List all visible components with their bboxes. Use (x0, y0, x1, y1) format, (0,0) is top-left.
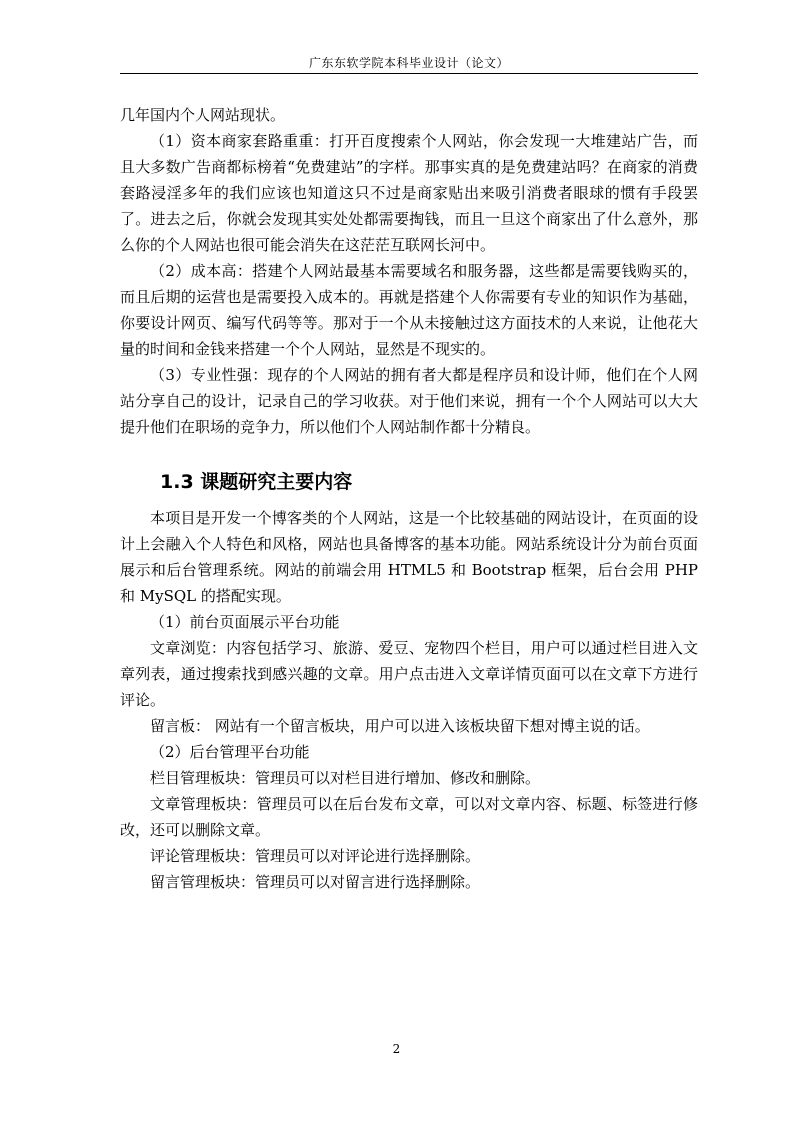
paragraph: 评论管理板块：管理员可以对评论进行选择删除。 (150, 847, 481, 865)
header-divider (120, 73, 698, 74)
paragraph: 文章管理板块：管理员可以在后台发布文章，可以对文章内容、标题、标签进行修改，还可以删除文章。 (120, 795, 698, 839)
paragraph: 几年国内个人网站现状。 (120, 106, 286, 124)
paragraph: 本项目是开发一个博客类的个人网站，这是一个比较基础的网站设计，在页面的设计上会融入个人特色和风格，网站也具备博客的基本功能。网站系统设计分为前台页面展示和后台管理系统。网站的前端会用 HTML5 和 Bootstrap 框架，后台会用 PHP 和 MySQL 的搭配实现。 (120, 509, 698, 605)
paragraph: 文章浏览：内容包括学习、旅游、爱豆、宠物四个栏目，用户可以通过栏目进入文章列表，通过搜索找到感兴趣的文章。用户点击进入文章详情页面可以在文章下方进行评论。 (120, 639, 698, 709)
paragraph: （1）前台页面展示平台功能 (150, 613, 340, 631)
paragraph: 留言板： 网站有一个留言板块，用户可以进入该板块留下想对博主说的话。 (150, 717, 650, 735)
paragraph: （1）资本商家套路重重：打开百度搜索个人网站，你会发现一大堆建站广告，而且大多数广告商都标榜着“免费建站”的字样。那事实真的是免费建站吗？在商家的消费套路浸淫多年的我们应该也知道这只不过是商家贴出来吸引消费者眼球的惯有手段罢了。进去之后，你就会发现其实处处都需要掏钱，而且一旦这个商家出了什么意外，那么你的个人网站也很可能会消失在这茫茫互联网长河中。 (120, 132, 698, 254)
page-number: 2 (392, 1042, 401, 1056)
body-text (120, 102, 698, 895)
paragraph: （2）后台管理平台功能 (150, 743, 310, 761)
paragraph: （2）成本高：搭建个人网站最基本需要域名和服务器，这些都是需要钱购买的，而且后期的运营也是需要投入成本的。再就是搭建个人你需要有专业的知识作为基础，你要设计网页、编写代码等等。那对于一个从未接触过这方面技术的人来说，让他花大量的时间和金钱来搭建一个个人网站，显然是不现实的。 (120, 262, 698, 358)
paragraph: （3）专业性强：现存的个人网站的拥有者大都是程序员和设计师，他们在个人网站分享自己的设计，记录自己的学习收获。对于他们来说，拥有一个个人网站可以大大提升他们在职场的竞争力，所以他们个人网站制作都十分精良。 (120, 366, 698, 436)
paragraph: 栏目管理板块：管理员可以对栏目进行增加、修改和删除。 (150, 769, 541, 787)
running-header: 广东东软学院本科毕业设计（论文） (308, 56, 509, 70)
section-heading: 1.3 课题研究主要内容 (160, 471, 353, 493)
paragraph: 留言管理板块：管理员可以对留言进行选择删除。 (150, 873, 481, 891)
